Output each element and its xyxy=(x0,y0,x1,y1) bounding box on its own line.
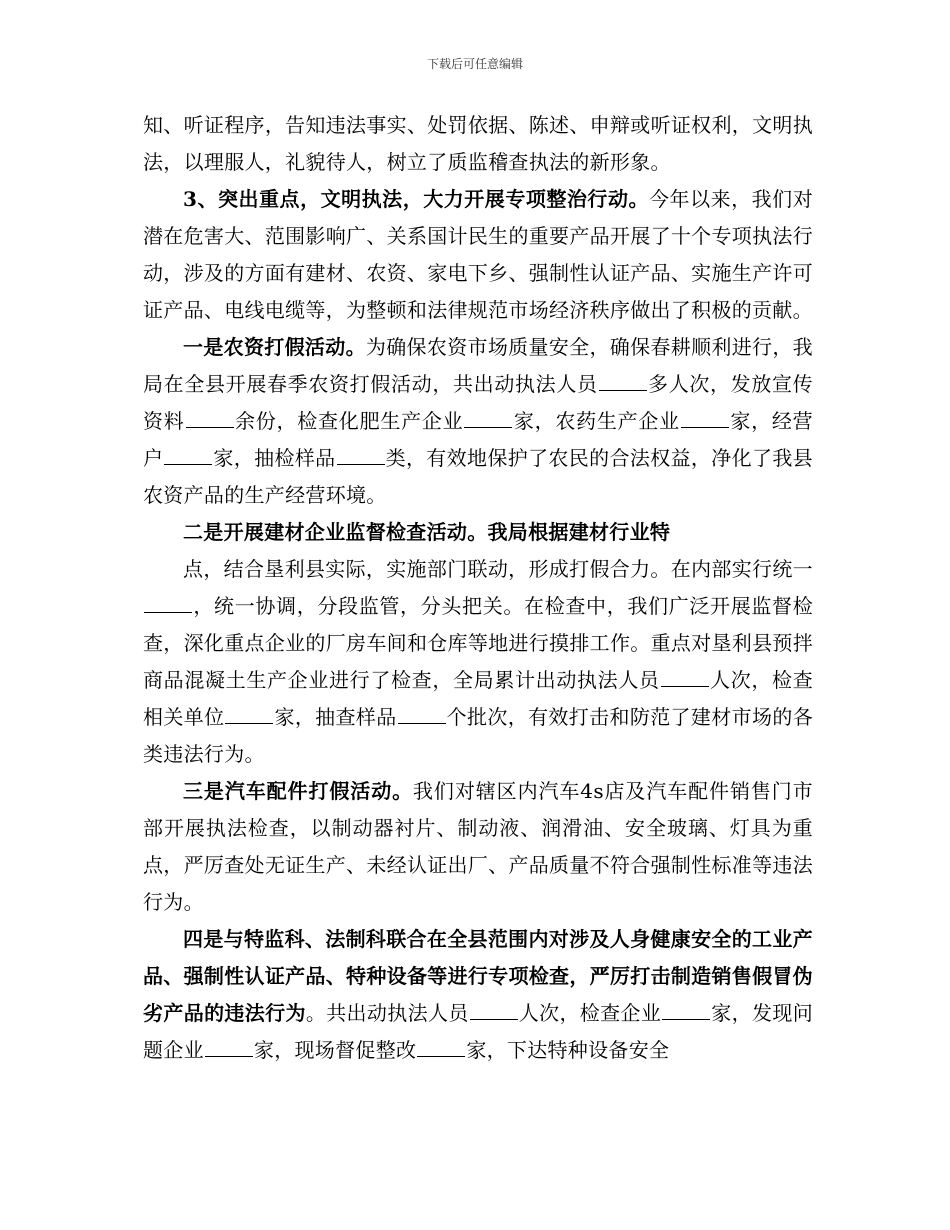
fill-in-blank xyxy=(225,722,273,724)
body-text: 家，农药生产企业 xyxy=(513,409,680,433)
body-text: 个批次，有效打击和防范了建材市场的各类违法行为。 xyxy=(143,705,813,766)
bold-heading-text: 一是农资打假活动。 xyxy=(183,335,366,359)
bold-heading-text: 二是开展建材企业监督检查活动。我局根据建材行业特 xyxy=(183,520,671,544)
body-text: 点，结合垦利县实际，实施部门联动，形成打假合力。在内部实行统一 xyxy=(183,557,813,581)
body-text: 家，下达特种设备安全 xyxy=(466,1038,670,1062)
body-text: 人次，检查企业 xyxy=(518,1001,662,1025)
body-text: 余份，检查化肥生产企业 xyxy=(234,409,464,433)
document-body xyxy=(143,107,813,1069)
paragraph xyxy=(143,773,813,921)
body-text: 今年以来，我们对潜在危害大、范围影响广、关系国计民生的重要产品开展了十个专项执法行动，涉及的方面有建材、农资、家电下乡、强制性认证产品、实施生产许可证产品、电线电缆等，为整顿和法律规范市场经济秩序做出了积极的贡献。 xyxy=(143,187,813,322)
body-text: 人次，检查相关单位 xyxy=(143,668,814,729)
fill-in-blank xyxy=(164,463,212,465)
fill-in-blank xyxy=(144,611,192,613)
fill-in-blank xyxy=(417,1055,465,1057)
bold-heading-text: 四是与特监科、法制科联合在全县范围内对涉及人身健康安全的工业产品、强制性认证产品、特种设备等进行专项检查，严厉打击制造销售假冒伪劣产品的违法行为 xyxy=(143,927,813,1025)
bold-heading-text: 三是汽车配件打假活动。 xyxy=(183,779,414,803)
body-text: 家，发现问题企业 xyxy=(143,1001,814,1062)
fill-in-blank xyxy=(337,463,385,465)
body-text: 我们对辖区内汽车4s店及汽车配件销售门市部开展执法检查，以制动器衬片、制动液、润滑油、安全玻璃、灯具为重点，严厉查处无证生产、未经认证出厂、产品质量不符合强制性标准等违法行为。 xyxy=(143,779,813,914)
paragraph xyxy=(143,107,813,181)
paragraph xyxy=(143,921,813,1069)
fill-in-blank xyxy=(681,426,729,428)
fill-in-blank xyxy=(661,685,709,687)
fill-in-blank xyxy=(398,722,446,724)
paragraph xyxy=(143,181,813,329)
body-text: 多人次，发放宣传资料 xyxy=(143,372,813,433)
bold-heading-text: 3、突出重点，文明执法，大力开展专项整治行动。 xyxy=(183,187,650,211)
body-text: ，统一协调，分段监管，分头把关。在检查中，我们广泛开展监督检查，深化重点企业的厂房车间和仓库等地进行摸排工作。重点对垦利县预拌商品混凝土生产企业进行了检查，全局累计出动执法人员 xyxy=(143,594,813,692)
fill-in-blank xyxy=(464,426,512,428)
fill-in-blank xyxy=(599,389,647,391)
paragraph xyxy=(143,329,813,514)
fill-in-blank xyxy=(662,1018,710,1020)
body-text: 。共出动执法人员 xyxy=(305,1001,469,1025)
fill-in-blank xyxy=(470,1018,518,1020)
body-text: 家，经营户 xyxy=(143,409,813,470)
paragraph xyxy=(143,514,813,551)
fill-in-blank xyxy=(205,1055,253,1057)
body-text: 家，抽查样品 xyxy=(274,705,397,729)
fill-in-blank xyxy=(186,426,234,428)
body-text: 家，抽检样品 xyxy=(213,446,336,470)
page-header: 下载后可任意编辑 xyxy=(426,57,523,71)
body-text: 类，有效地保护了农民的合法权益，净化了我县农资产品的生产经营环境。 xyxy=(143,446,813,507)
body-text: 为确保农资市场质量安全，确保春耕顺利进行，我局在全县开展春季农资打假活动，共出动执法人员 xyxy=(143,335,813,396)
paragraph xyxy=(143,551,813,773)
body-text: 知、听证程序，告知违法事实、处罚依据、陈述、申辩或听证权利，文明执法，以理服人，礼貌待人，树立了质监稽查执法的新形象。 xyxy=(143,113,813,174)
body-text: 家，现场督促整改 xyxy=(253,1038,417,1062)
